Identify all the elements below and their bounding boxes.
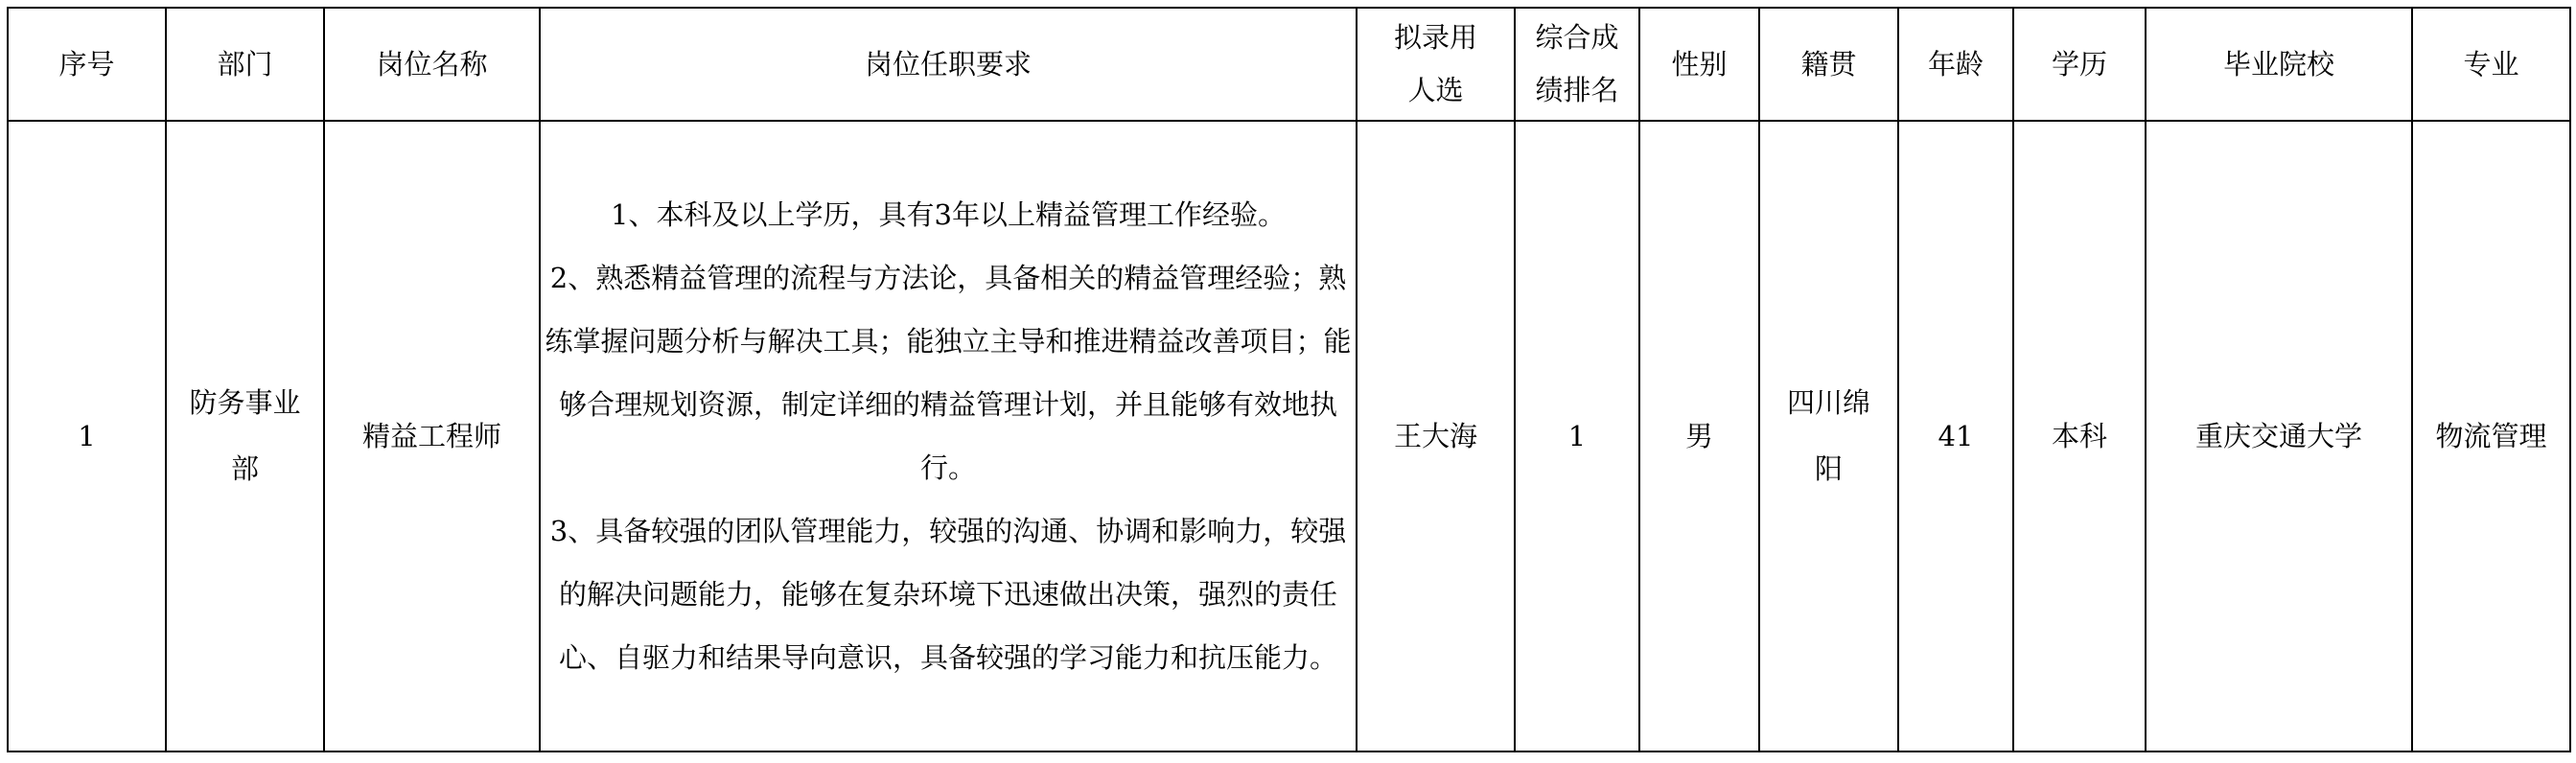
cell-age: 41 [1898, 121, 2013, 751]
requirement-item-3: 3、具备较强的团队管理能力，较强的沟通、协调和影响力，较强的解决问题能力，能够在复杂环境下迅速做出决策，强烈的责任心、自驱力和结果导向意识，具备较强的学习能力和抗压能力。 [549, 515, 1347, 674]
cell-dept [166, 121, 324, 751]
requirement-item-2: 2、熟悉精益管理的流程与方法论，具备相关的精益管理经验；熟练掌握问题分析与解决工具；能独立主导和推进精益改善项目；能够合理规划资源，制定详细的精益管理计划，并且能够有效地执行。 [545, 262, 1352, 484]
cell-position: 精益工程师 [324, 121, 540, 751]
cell-school: 重庆交通大学 [2146, 121, 2412, 751]
cell-dept-text: 防务事业部 [189, 386, 301, 485]
header-major: 专业 [2412, 8, 2570, 121]
header-origin: 籍贯 [1759, 8, 1898, 121]
header-age: 年龄 [1898, 8, 2013, 121]
requirement-item-1: 1、本科及以上学历，具有3年以上精益管理工作经验。 [611, 198, 1286, 231]
header-position: 岗位名称 [324, 8, 540, 121]
header-candidate-label: 拟录用人选 [1393, 21, 1477, 106]
cell-gender: 男 [1639, 121, 1759, 751]
table-row [8, 121, 2570, 751]
header-seq: 序号 [8, 8, 166, 121]
cell-major: 物流管理 [2412, 121, 2570, 751]
cell-education: 本科 [2013, 121, 2146, 751]
cell-rank: 1 [1515, 121, 1639, 751]
recruitment-table [7, 7, 2571, 752]
cell-seq: 1 [8, 121, 166, 751]
header-school: 毕业院校 [2146, 8, 2412, 121]
header-requirements: 岗位任职要求 [540, 8, 1357, 121]
header-row [8, 8, 2570, 121]
header-dept: 部门 [166, 8, 324, 121]
cell-origin-text: 四川绵阳 [1786, 386, 1870, 485]
header-gender: 性别 [1639, 8, 1759, 121]
header-education: 学历 [2013, 8, 2146, 121]
header-rank-label: 综合成绩排名 [1535, 21, 1619, 106]
header-rank [1515, 8, 1639, 121]
cell-candidate: 王大海 [1357, 121, 1515, 751]
cell-origin [1759, 121, 1898, 751]
header-candidate [1357, 8, 1515, 121]
cell-requirements [540, 121, 1357, 751]
